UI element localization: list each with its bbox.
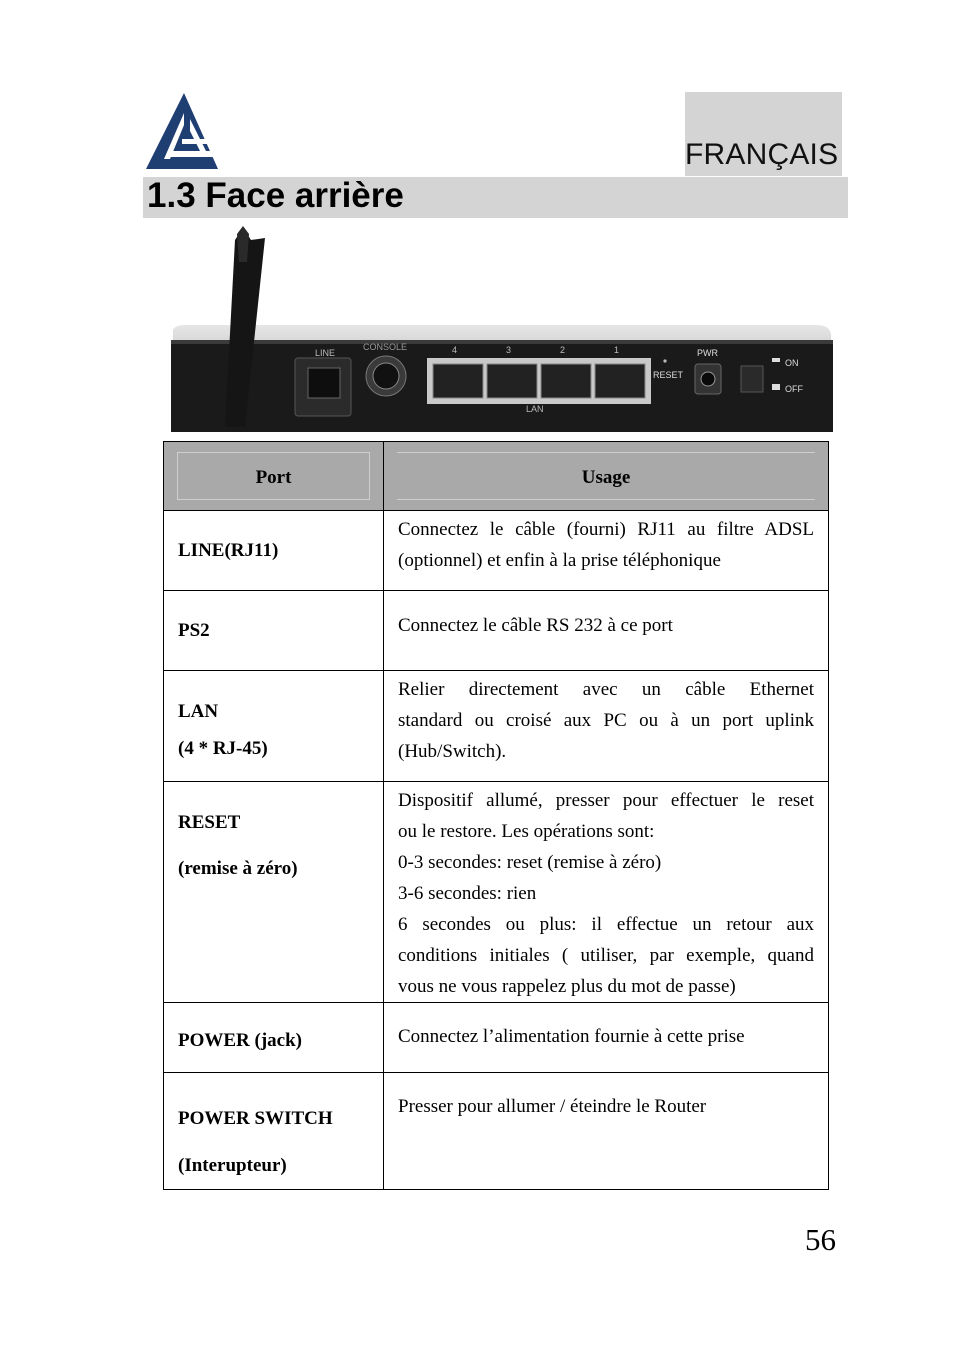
usage-line: Relier directement avec un câble Ethernet [398,679,814,700]
power-switch [741,366,763,392]
atlantis-logo [146,93,222,171]
table-row [164,1073,829,1190]
usage-line: standard ou croisé aux PC ou à un port uplink [398,710,814,731]
port-cell [164,671,384,782]
port-name: POWER SWITCH [178,1108,333,1129]
port-cell [164,1003,384,1073]
console-port [373,363,399,389]
lan-port-4 [433,364,483,398]
usage-cell [384,782,829,1003]
figure-label-lan-3: 3 [506,345,512,355]
usage-cell [384,671,829,782]
usage-cell [384,511,829,591]
port-name: LAN [178,701,219,722]
figure-label-on: ON [785,358,799,368]
usage-line: (Hub/Switch). [398,741,507,762]
port-name: RESET [178,812,241,833]
usage-line: Presser pour allumer / éteindre le Router [398,1096,707,1117]
usage-line: 3-6 secondes: rien [398,883,537,904]
figure-label-off: OFF [785,384,803,394]
port-subname: (4 * RJ-45) [178,738,268,759]
port-name: LINE(RJ11) [178,540,279,561]
ports-table [163,441,829,1190]
figure-label-reset: RESET [653,370,684,380]
port-name: PS2 [178,620,210,641]
reset-button [663,359,666,362]
usage-line: Connectez le câble RS 232 à ce port [398,615,673,636]
port-name: POWER (jack) [178,1030,303,1051]
router-rear-panel-image [165,222,837,437]
usage-line: Dispositif allumé, presser pour effectuer le reset [398,790,814,811]
figure-label-line: LINE [315,348,336,358]
lan-port-3 [487,364,537,398]
port-subname: (Interupteur) [178,1155,287,1176]
usage-line: vous ne vous rappelez plus du mot de passe) [398,976,736,997]
table-row [164,782,829,1003]
header-cell-port [164,442,384,511]
figure-label-lan-4: 4 [452,345,458,355]
usage-line: ou le restore. Les opérations sont: [398,821,655,842]
section-title: 1.3 Face arrière [147,176,404,215]
port-cell [164,591,384,671]
usage-line: 0-3 secondes: reset (remise à zéro) [398,852,662,873]
table-header-row [164,442,829,511]
figure-label-lan-1: 1 [614,345,620,355]
usage-cell [384,1003,829,1073]
header-cell-usage [384,442,829,511]
usage-cell [384,591,829,671]
page-number: 56 [805,1222,836,1257]
port-cell [164,782,384,1003]
usage-line: conditions initiales ( utiliser, par exemple, quand [398,945,814,966]
usage-line: (optionnel) et enfin à la prise téléphonique [398,550,721,571]
figure-label-lan-2: 2 [560,345,566,355]
port-subname: (remise à zéro) [178,858,298,879]
usage-line: Connectez l’alimentation fournie à cette prise [398,1026,745,1047]
figure-label-lan: LAN [526,404,544,414]
table-row [164,671,829,782]
lan-port-2 [541,364,591,398]
table-row [164,511,829,591]
header-usage-label: Usage [581,467,631,488]
table-row [164,1003,829,1073]
lan-port-1 [595,364,645,398]
header-port-label: Port [255,467,292,488]
usage-line: Connectez le câble (fourni) RJ11 au filtre ADSL [398,519,814,540]
usage-cell [384,1073,829,1190]
port-cell [164,511,384,591]
figure-label-pwr: PWR [697,348,718,358]
power-jack [701,372,715,386]
line-port [308,368,340,398]
figure-label-console: CONSOLE [363,342,408,352]
port-cell [164,1073,384,1190]
language-label: FRANÇAIS [685,138,839,171]
table-row [164,591,829,671]
usage-line: 6 secondes ou plus: il effectue un retour aux [398,914,814,935]
